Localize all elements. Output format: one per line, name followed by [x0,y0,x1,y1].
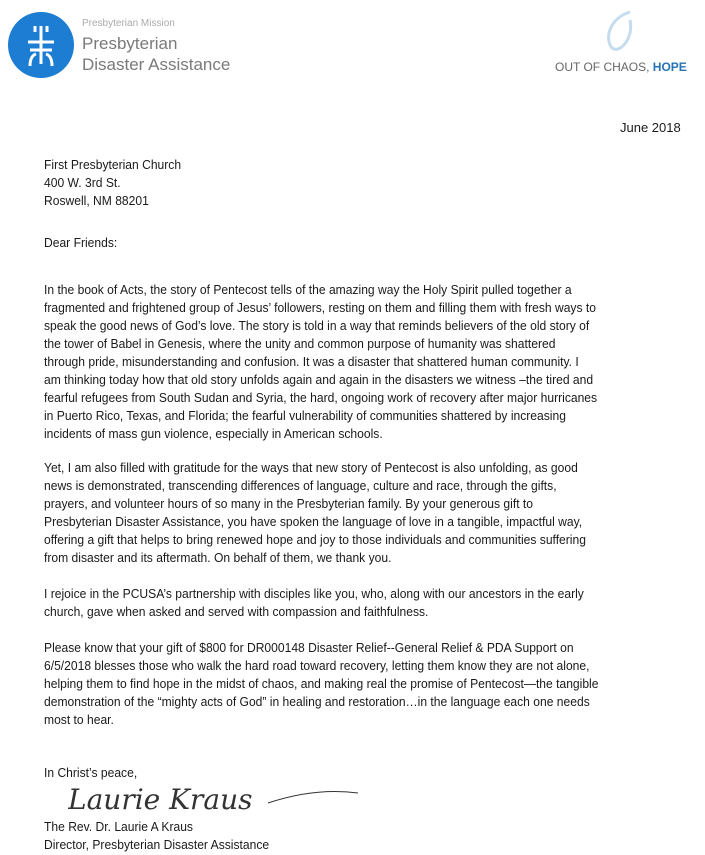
paragraph-3 [44,585,695,621]
swirl-logo-icon [600,8,640,56]
paragraph-line: fragmented and frightened group of Jesus’ followers, resting on them and filling them with fresh ways to [44,300,596,315]
paragraph-line: fearful refugees from South Sudan and Syria, the hard, ongoing work of recovery after major hurricanes [44,390,598,405]
paragraph-line: In the book of Acts, the story of Pentecost tells of the amazing way the Holy Spirit pulled together a [44,282,572,297]
pda-logo-icon [8,12,74,78]
paragraph-line: incidents of mass gun violence, especially in American schools. [44,426,383,441]
paragraph-4 [44,639,695,729]
paragraph-line: Presbyterian Disaster Assistance, you have spoken the language of love in a tangible, impactful way, [44,514,583,529]
salutation: Dear Friends: [44,235,118,250]
paragraph-line: news is demonstrated, transcending differences of language, culture and race, through the gifts, [44,478,557,493]
letter-date: June 2018 [620,120,681,135]
paragraph-line: through pride, misunderstanding and confusion. It was a disaster that shattered human community. I [44,354,579,369]
paragraph-line: church, gave when asked and served with compassion and faithfulness. [44,604,429,619]
paragraph-line: offering a gift that helps to bring renewed hope and joy to those individuals and communities suffering [44,532,586,547]
paragraph-line: prayers, and volunteer hours of so many in the Presbyterian family. By your generous gift to [44,496,534,511]
org-name-line2: Disaster Assistance [82,55,231,74]
paragraph-line: demonstration of the “mighty acts of God” in healing and restoration…in the language each one needs [44,694,590,709]
signature-text: Laurie Kraus [68,783,253,816]
tagline [555,60,687,74]
signer-title: Director, Presbyterian Disaster Assistance [44,837,270,852]
address-line: First Presbyterian Church [44,157,182,172]
paragraph-1 [44,281,695,443]
signature-image [68,779,368,817]
address-line: 400 W. 3rd St. [44,175,121,190]
paragraph-line: speak the good news of God’s love. The story is told in a way that reminds believers of the old story of [44,318,590,333]
address-line: Roswell, NM 88201 [44,193,149,208]
org-subtitle: Presbyterian Mission [82,18,175,29]
recipient-address [44,156,695,210]
paragraph-line: most to hear. [44,712,114,727]
paragraph-line: Please know that your gift of $800 for DR000148 Disaster Relief--General Relief & PDA Support on [44,640,574,655]
paragraph-line: Yet, I am also filled with gratitude for the ways that new story of Pentecost is also unfolding, as good [44,460,578,475]
paragraph-line: 6/5/2018 blesses those who walk the hard road toward recovery, letting them know they are not alone, [44,658,590,673]
paragraph-2 [44,459,695,567]
org-name-line1: Presbyterian [82,34,178,53]
paragraph-line: am thinking today how that old story unfolds again and again in the disasters we witness –the tired and [44,372,594,387]
org-name [82,33,230,75]
tagline-hope: HOPE [652,60,687,74]
closing: In Christ’s peace, [44,765,138,780]
paragraph-line: the tower of Babel in Genesis, where the unity and common purpose of humanity was shattered [44,336,556,351]
signer-name: The Rev. Dr. Laurie A Kraus [44,819,193,834]
paragraph-line: helping them to find hope in the midst of chaos, and making real the promise of Pentecost—the tangible [44,676,599,691]
paragraph-line: in Puerto Rico, Texas, and Florida; the fearful vulnerability of communities shattered by increasing [44,408,566,423]
paragraph-line: I rejoice in the PCUSA’s partnership with disciples like you, who, along with our ancestors in the early [44,586,584,601]
tagline-prefix: OUT OF CHAOS, [555,60,650,74]
paragraph-line: from disaster and its aftermath. On behalf of them, we thank you. [44,550,392,565]
